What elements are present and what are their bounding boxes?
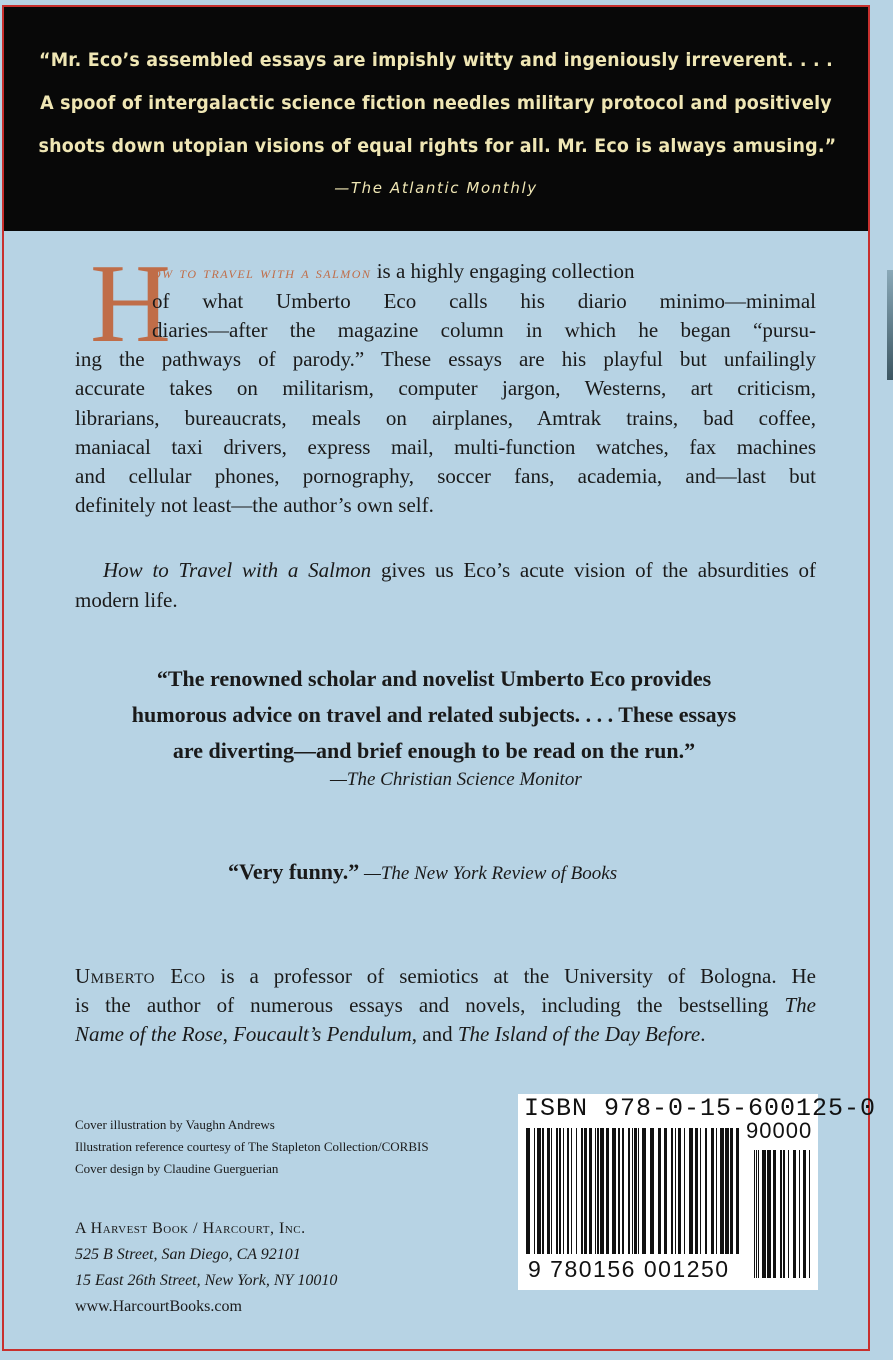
top-quote-line: “Mr. Eco’s assembled essays are impishly witty and ingeniously irreverent. . . .	[39, 49, 833, 71]
barcode-bar	[730, 1128, 733, 1254]
barcode-bar	[803, 1150, 806, 1278]
publisher-address: 15 East 26th Street, New York, NY 10010	[75, 1272, 338, 1289]
barcode-bar	[799, 1150, 800, 1278]
description-line	[152, 257, 816, 287]
credit-line: Cover design by Claudine Guerguerian	[75, 1161, 279, 1176]
barcode-bar	[720, 1128, 724, 1254]
barcode-bar	[597, 1128, 599, 1254]
author-name: Umberto Eco	[75, 964, 206, 988]
description-line: and cellular phones, pornography, soccer fans, academia, and—last but	[75, 464, 816, 488]
barcode-bar	[711, 1128, 714, 1254]
barcode-bar	[576, 1128, 577, 1254]
book-title-italic: Foucault’s Pendulum	[233, 1022, 412, 1046]
barcode-bar	[754, 1150, 755, 1278]
description-text: is a highly engaging collection	[371, 259, 635, 283]
barcode-bar	[584, 1128, 587, 1254]
credit-line: Cover illustration by Vaughn Andrews	[75, 1117, 275, 1132]
isbn-barcode	[518, 1094, 877, 1290]
barcode-bar	[542, 1128, 544, 1254]
bio-text: is a professor of semiotics at the University of Bologna. He	[205, 964, 816, 988]
publisher-website: www.HarcourtBooks.com	[75, 1298, 242, 1315]
drop-cap: H	[90, 242, 171, 366]
barcode-bar	[634, 1128, 637, 1254]
barcode-bar	[559, 1128, 561, 1254]
barcode-digits: 9 780156 001250	[528, 1256, 730, 1282]
barcode-bar	[705, 1128, 707, 1254]
top-quote-attribution: —The Atlantic Monthly	[334, 179, 538, 197]
barcode-bar	[563, 1128, 564, 1254]
barcode-bar	[537, 1128, 541, 1254]
barcode-bar	[664, 1128, 667, 1254]
book-title-italic: The Island of the Day Before	[457, 1022, 701, 1046]
bio-text: ,	[222, 1022, 234, 1046]
barcode-bar	[638, 1128, 639, 1254]
barcode-bar	[767, 1150, 771, 1278]
review-quote-line: humorous advice on travel and related subjects. . . . These essays	[131, 702, 737, 727]
description-text: gives us Eco’s acute vision of the absurdities of	[371, 558, 816, 582]
barcode-bar	[606, 1128, 609, 1254]
isbn-number: ISBN 978-0-15-600125-0	[524, 1094, 877, 1123]
barcode-bar	[671, 1128, 673, 1254]
barcode-bar	[547, 1128, 550, 1254]
barcode-bar	[658, 1128, 661, 1254]
description-para2-line	[103, 556, 816, 584]
barcode-bar	[526, 1128, 530, 1254]
description-line: ing the pathways of parody.” These essays are his playful but unfailingly	[75, 347, 816, 371]
barcode-bar	[758, 1150, 759, 1278]
barcode-bar	[788, 1150, 789, 1278]
review-attribution: —The Christian Science Monitor	[330, 769, 582, 790]
spine-edge	[887, 270, 893, 380]
barcode-bar	[589, 1128, 592, 1254]
description-line: of what Umberto Eco calls his diario minimo—minimal	[152, 289, 816, 313]
author-bio-line	[75, 1020, 816, 1048]
barcode-bar	[551, 1128, 552, 1254]
barcode-bar	[756, 1150, 757, 1278]
barcode-bar	[762, 1150, 766, 1278]
description-para2-line: modern life.	[75, 588, 178, 612]
barcode-bar	[725, 1128, 729, 1254]
description-line: definitely not least—the author’s own self.	[75, 493, 434, 517]
book-title-italic: Name of the Rose	[75, 1022, 223, 1046]
credit-line: Illustration reference courtesy of The Stapleton Collection/CORBIS	[75, 1139, 429, 1154]
description-line: librarians, bureaucrats, meals on airplanes, Amtrak trains, bad coffee,	[75, 406, 816, 430]
barcode-bar	[773, 1150, 776, 1278]
book-title-smallcaps: ow to travel with a salmon	[152, 263, 372, 282]
barcode-bar	[736, 1128, 739, 1254]
barcode-bar	[695, 1128, 698, 1254]
barcode-bar	[581, 1128, 583, 1254]
publisher-address: 525 B Street, San Diego, CA 92101	[75, 1246, 301, 1263]
description-line: diaries—after the magazine column in which he began “pursu-	[152, 318, 816, 342]
barcode-bar	[618, 1128, 620, 1254]
barcode-bar	[678, 1128, 681, 1254]
barcode-bar	[556, 1128, 558, 1254]
description-line: accurate takes on militarism, computer jargon, Westerns, art criticism,	[75, 376, 816, 400]
barcode-bar	[650, 1128, 654, 1254]
book-title-italic: The	[784, 993, 816, 1017]
barcode-bar	[684, 1128, 685, 1254]
barcode-bar	[689, 1128, 693, 1254]
bio-text: , and	[411, 1022, 458, 1046]
bio-text: is the author of numerous essays and novels, including the bestselling	[75, 993, 785, 1017]
barcode-bar	[793, 1150, 796, 1278]
top-quote-line: shoots down utopian visions of equal rights for all. Mr. Eco is always amusing.”	[38, 135, 837, 157]
author-bio-line	[75, 962, 816, 990]
top-quote-line: A spoof of intergalactic science fiction needles military protocol and positively	[40, 92, 832, 114]
barcode-bar	[534, 1128, 535, 1254]
barcode-bar	[622, 1128, 624, 1254]
review-quote-line: are diverting—and brief enough to be read on the run.”	[172, 738, 696, 763]
barcode-bar	[675, 1128, 676, 1254]
barcode-bar	[571, 1128, 572, 1254]
short-review-quote: “Very funny.”	[228, 859, 360, 884]
barcode-bar	[716, 1128, 717, 1254]
barcode-bar	[783, 1150, 785, 1278]
barcode-bar	[567, 1128, 569, 1254]
barcode-bar	[600, 1128, 604, 1254]
author-bio-line	[75, 991, 816, 1019]
barcode-bar	[809, 1150, 810, 1278]
review-quote-line: “The renowned scholar and novelist Umberto Eco provides	[156, 666, 712, 691]
barcode-bar	[642, 1128, 646, 1254]
bio-text: .	[700, 1022, 706, 1046]
publisher-name: A Harvest Book / Harcourt, Inc.	[75, 1220, 306, 1237]
barcode-bar	[700, 1128, 701, 1254]
barcode-bar	[632, 1128, 633, 1254]
barcode-bar	[612, 1128, 616, 1254]
barcode-bar	[595, 1128, 596, 1254]
barcode-addon-digits: 90000	[746, 1118, 813, 1143]
short-review	[228, 859, 617, 885]
book-title-italic: How to Travel with a Salmon	[103, 558, 372, 582]
barcode-bar	[628, 1128, 630, 1254]
short-review-attribution: —The New York Review of Books	[359, 863, 618, 884]
description-line: maniacal taxi drivers, express mail, multi-function watches, fax machines	[75, 435, 816, 459]
barcode-bar	[780, 1150, 782, 1278]
